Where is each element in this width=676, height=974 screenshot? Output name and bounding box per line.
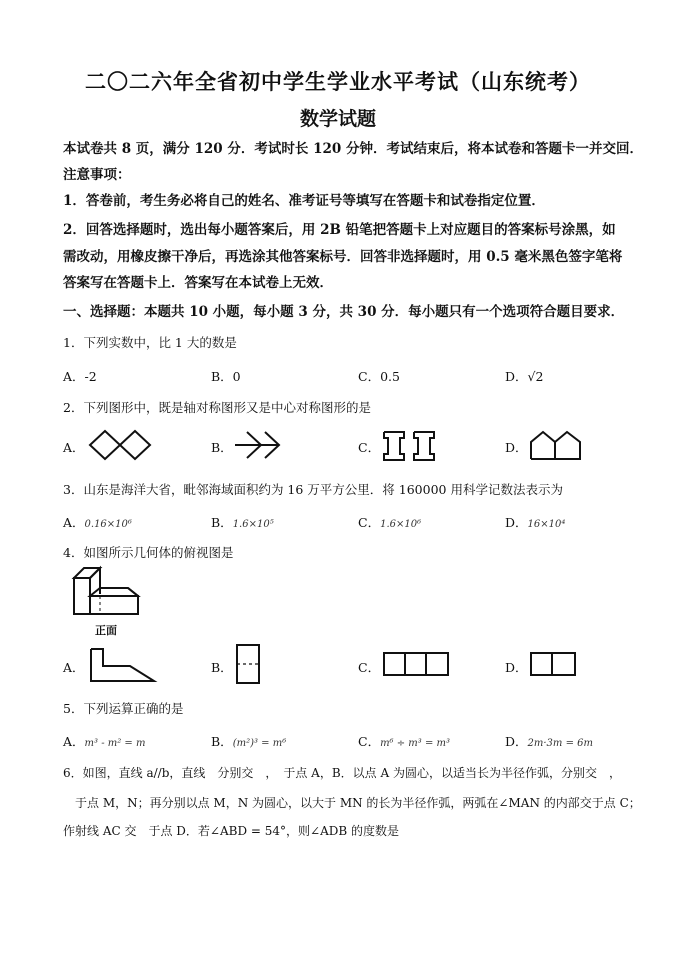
q5-option-b-label: B． [211,734,233,749]
q3-option-d-label: D． [505,515,528,530]
q4-option-c: C． [358,660,381,675]
intro-line: 本试卷共 8 页，满分 120 分．考试时长 120 分钟．考试结束后，将本试卷和答题卡一并交回． [63,141,643,157]
q4-option-a: A． [63,660,85,675]
q5-option-c-value: m⁶ ÷ m³ = m³ [380,738,451,749]
q4-option-b: B． [211,660,233,675]
question-6-line-1: 6．如图，直线 a//b，直线 分别交 ， 于点 A，B．以点 A 为圆心，以适当长为半径作弧，分别交 ， [63,766,621,780]
q1-option-c: C．0.5 [358,369,400,384]
q5-option-a-value: m³ - m² = m [84,738,146,749]
q4-option-d: D． [505,660,528,675]
q2-option-a: A． [63,440,85,455]
q5-option-d [505,732,593,750]
q5-option-b-value: (m²)³ = m⁶ [232,738,287,749]
notice-item-2-cont2: 答案写在答题卡上．答案写在本试卷上无效． [63,275,333,291]
q1-option-d-value: √2 [527,369,544,384]
q5-option-b [211,732,286,750]
q1-option-d [505,367,543,385]
q3-option-c-value: 1.6×10⁶ [380,519,422,530]
q4-front-label: 正面 [95,624,117,637]
q4-figure-d-two-squares [530,652,576,676]
q5-option-c [358,732,450,750]
q2-option-b: B． [211,440,233,455]
q3-option-c [358,513,421,531]
q2-option-d: D． [505,440,528,455]
question-4-stem: 4．如图所示几何体的俯视图是 [63,545,234,560]
q5-option-c-label: C． [358,734,381,749]
q2-option-c: C． [358,440,381,455]
q2-figure-d-pentagons [530,430,582,460]
q2-figure-a-double-diamond [90,430,150,460]
q2-figure-c-shape [382,430,436,462]
question-1-stem: 1．下列实数中，比 1 大的数是 [63,335,237,350]
q5-option-d-value: 2m·3m = 6m [527,738,593,749]
q5-option-d-label: D． [505,734,528,749]
q3-option-d-value: 16×10⁴ [527,519,566,530]
q2-figure-b-double-arrow [235,431,281,459]
notice-item-2-cont: 需改动，用橡皮擦干净后，再选涂其他答案标号．回答非选择题时，用 0.5 毫米黑色签字笔将 [63,249,623,265]
section-heading: 一、选择题：本题共 10 小题，每小题 3 分，共 30 分．每小题只有一个选项符合题目要求． [63,304,625,320]
q3-option-b-value: 1.6×10⁵ [232,519,274,530]
q3-option-c-label: C． [358,515,381,530]
q3-option-a [63,513,132,531]
q5-option-a [63,732,145,750]
q4-figure-c-three-squares [383,652,449,676]
exam-title: 二〇二六年全省初中学生学业水平考试（山东统考） [85,69,591,94]
question-6-line-3: 作射线 AC 交 于点 D．若∠ABD = 54°，则∠ADB 的度数是 [63,824,400,838]
q3-option-b [211,513,274,531]
q3-option-d [505,513,565,531]
q3-option-b-label: B． [211,515,233,530]
exam-subtitle: 数学试题 [299,108,376,130]
q4-solid-figure [70,566,142,620]
q4-figure-b-rect-dashed [236,644,260,684]
notice-heading: 注意事项： [63,167,131,183]
question-6-line-2: 于点 M，N；再分别以点 M，N 为圆心，以大于 MN 的长为半径作弧，两弧在∠MAN 的内部交于点 C； [75,796,641,810]
notice-item-2: 2．回答选择题时，选出每小题答案后，用 2B 铅笔把答题卡上对应题目的答案标号涂黑，如 [63,222,616,238]
question-2-stem: 2．下列图形中，既是轴对称图形又是中心对称图形的是 [63,400,371,415]
question-3-stem: 3．山东是海洋大省，毗邻海域面积约为 16 万平方公里．将 160000 用科学记数法表示为 [63,482,563,497]
q5-option-a-label: A． [63,734,85,749]
q1-option-b: B．0 [211,369,241,384]
q1-option-d-label: D． [505,369,528,384]
q1-option-a: A．-2 [63,369,97,384]
notice-item-1: 1．答卷前，考生务必将自己的姓名、准考证号等填写在答题卡和试卷指定位置． [63,193,545,209]
q3-option-a-value: 0.16×10⁶ [84,519,132,530]
q4-figure-a-l-shape [90,648,156,682]
question-5-stem: 5．下列运算正确的是 [63,701,184,716]
q3-option-a-label: A． [63,515,85,530]
